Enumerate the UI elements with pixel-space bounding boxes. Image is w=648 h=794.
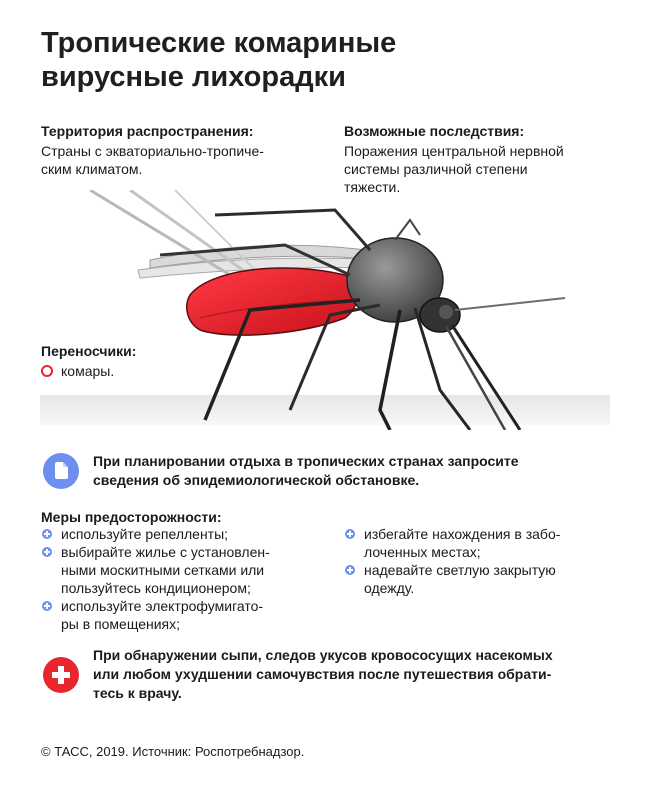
document-icon bbox=[43, 453, 79, 489]
territory-text: Страны с экваториально-тропиче- ским климатом. bbox=[41, 143, 264, 177]
carriers-block bbox=[41, 342, 241, 380]
measure-item: избегайте нахождения в забо- лоченных местах; bbox=[344, 525, 614, 561]
plus-bullet-icon bbox=[345, 529, 355, 539]
medical-cross-icon bbox=[43, 657, 79, 693]
carrier-label: комары. bbox=[61, 363, 115, 379]
measures-list-right bbox=[344, 525, 614, 597]
page-title: Тропические комариные вирусные лихорадки bbox=[41, 27, 397, 93]
circle-marker-icon bbox=[41, 365, 53, 377]
doctor-notice bbox=[43, 646, 623, 703]
consequences-block bbox=[344, 122, 614, 196]
leg-1 bbox=[215, 210, 370, 250]
consequences-text: Поражения центральной нервной системы различной степени тяжести. bbox=[344, 143, 564, 195]
consequences-heading: Возможные последствия: bbox=[344, 123, 525, 139]
carriers-heading: Переносчики: bbox=[41, 343, 137, 359]
doctor-notice-text: При обнаружении сыпи, следов укусов кровососущих насекомых или любом ухудшении самочувствия после путешествия обрати- тесь к врачу. bbox=[93, 647, 553, 701]
mosquito-illustration bbox=[0, 190, 648, 430]
territory-block bbox=[41, 122, 311, 178]
territory-heading: Территория распространения: bbox=[41, 123, 254, 139]
plus-bullet-icon bbox=[42, 547, 52, 557]
plus-bullet-icon bbox=[42, 601, 52, 611]
planning-notice bbox=[43, 452, 623, 490]
source-footer: © ТАСС, 2019. Источник: Роспотребнадзор. bbox=[41, 744, 305, 759]
measures-list-left bbox=[41, 525, 321, 633]
plus-bullet-icon bbox=[345, 565, 355, 575]
measure-item: используйте электрофумигато- ры в помещениях; bbox=[41, 597, 321, 633]
carrier-item bbox=[41, 362, 241, 380]
ground-shadow bbox=[40, 395, 610, 425]
planning-notice-text: При планировании отдыха в тропических странах запросите сведения об эпидемиологической обстановке. bbox=[93, 453, 519, 488]
measure-item: надевайте светлую закрытую одежду. bbox=[344, 561, 614, 597]
measure-item: используйте репелленты; bbox=[41, 525, 321, 543]
measures-heading: Меры предосторожности: bbox=[41, 509, 222, 525]
measure-item: выбирайте жилье с установлен- ными москитными сетками или пользуйтесь кондиционером; bbox=[41, 543, 321, 597]
plus-bullet-icon bbox=[42, 529, 52, 539]
